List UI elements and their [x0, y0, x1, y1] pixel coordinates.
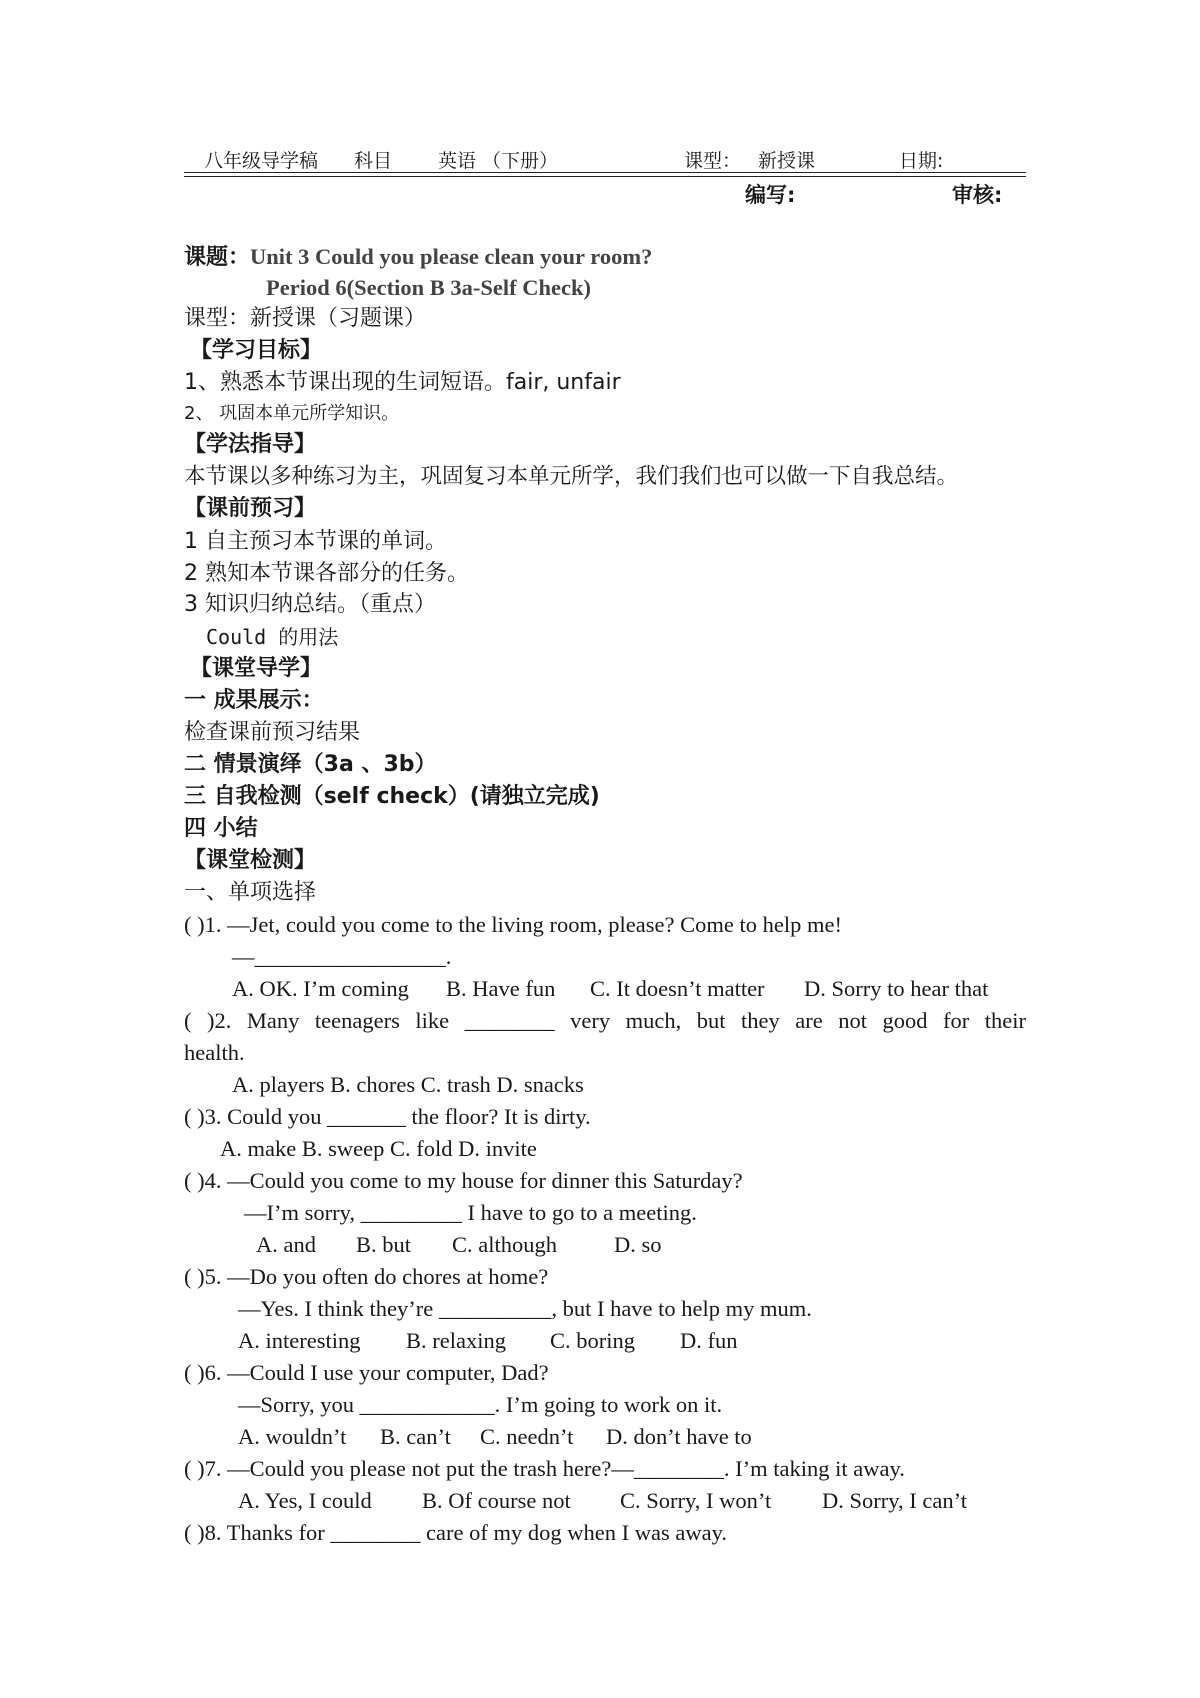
question-2: ( )2. Many teenagers like ________ very much, but they are not good for their	[184, 1008, 1026, 1033]
lesson-title-label: 课题：	[184, 245, 251, 270]
guide-section-3: 三 自我检测（self check）(请独立完成)	[184, 784, 600, 809]
header-grade: 八年级导学稿	[204, 150, 319, 172]
option: C. It doesn’t matter	[590, 976, 765, 1001]
option: A. interesting	[238, 1328, 361, 1353]
guide-section-1: 一 成果展示：	[184, 688, 324, 713]
goals-heading: 【学习目标】	[190, 338, 323, 363]
header-type-value: 新授课	[758, 150, 816, 172]
question-8: ( )8. Thanks for ________ care of my dog when I was away.	[184, 1520, 727, 1545]
guide-heading: 【课堂导学】	[190, 656, 323, 681]
option: C. although	[452, 1232, 557, 1257]
header-type-label: 课型：	[684, 150, 742, 172]
method-text: 本节课以多种练习为主，巩固复习本单元所学，我们我们也可以做一下自我总结。	[184, 464, 959, 489]
test-heading: 【课堂检测】	[184, 848, 317, 873]
header-row	[184, 148, 1026, 174]
question-2-options: A. players B. chores C. trash D. snacks	[232, 1072, 584, 1097]
header-subject-label: 科目	[354, 150, 393, 172]
preview-heading: 【课前预习】	[184, 496, 317, 521]
question-1: ( )1. —Jet, could you come to the living room, please? Come to help me!	[184, 912, 842, 937]
option: D. Sorry, I can’t	[822, 1488, 967, 1513]
header-rule-top	[184, 172, 1026, 173]
option: B. Have fun	[446, 976, 556, 1001]
option: D. so	[614, 1232, 662, 1257]
question-3: ( )3. Could you _______ the floor? It is dirty.	[184, 1104, 591, 1129]
option: C. boring	[550, 1328, 636, 1353]
method-heading: 【学法指导】	[184, 432, 317, 457]
question-1-options	[232, 974, 988, 1004]
preview-item-2: 2 熟知本节课各部分的任务。	[184, 561, 469, 586]
option: A. OK. I’m coming	[232, 976, 409, 1001]
guide-section-4: 四 小结	[184, 816, 258, 841]
question-4: ( )4. —Could you come to my house for dinner this Saturday?	[184, 1168, 743, 1193]
question-6-answer: —Sorry, you ____________. I’m going to work on it.	[238, 1392, 723, 1417]
lesson-title-line	[184, 242, 652, 273]
option: A. wouldn’t	[238, 1424, 347, 1449]
option: B. can’t	[380, 1424, 451, 1449]
question-5: ( )5. —Do you often do chores at home?	[184, 1264, 549, 1289]
option: A. Yes, I could	[238, 1488, 372, 1513]
question-4-answer: —I’m sorry, _________ I have to go to a meeting.	[244, 1200, 697, 1225]
question-1-blank: —_________________.	[232, 944, 452, 969]
question-5-options	[238, 1326, 738, 1356]
option: D. don’t have to	[606, 1424, 752, 1449]
question-7: ( )7. —Could you please not put the trash here?—________. I’m taking it away.	[184, 1456, 905, 1481]
lesson-period: Period 6(Section B 3a-Self Check)	[266, 275, 591, 300]
option: C. Sorry, I won’t	[620, 1488, 772, 1513]
option: C. needn’t	[480, 1424, 574, 1449]
question-7-options	[238, 1486, 967, 1516]
preview-note: Could 的用法	[206, 625, 339, 649]
option: B. relaxing	[406, 1328, 506, 1353]
guide-section-2: 二 情景演绎（3a 、3b）	[184, 752, 437, 777]
option: A. and	[256, 1232, 316, 1257]
header-subject: 英语 （下册）	[438, 150, 559, 172]
header-date-label: 日期:	[899, 150, 944, 172]
goals-item-1: 1、熟悉本节课出现的生词短语。fair, unfair	[184, 370, 621, 395]
header-rule-bottom	[184, 176, 1026, 177]
question-5-answer: —Yes. I think they’re __________, but I have to help my mum.	[238, 1296, 812, 1321]
test-section: 一、单项选择	[184, 880, 317, 905]
question-6-options	[238, 1422, 752, 1452]
question-2-cont: health.	[184, 1040, 245, 1065]
preview-item-3: 3 知识归纳总结。（重点）	[184, 592, 436, 617]
question-3-options: A. make B. sweep C. fold D. invite	[220, 1136, 537, 1161]
question-4-options	[256, 1230, 662, 1260]
header-reviewer-label: 审核:	[952, 183, 1003, 207]
option: D. fun	[680, 1328, 738, 1353]
option: B. Of course not	[422, 1488, 571, 1513]
question-6: ( )6. —Could I use your computer, Dad?	[184, 1360, 549, 1385]
guide-section-1-text: 检查课前预习结果	[184, 720, 361, 745]
header-writer-label: 编写:	[745, 183, 796, 207]
goals-item-2: 2、 巩固本单元所学知识。	[184, 403, 400, 424]
lesson-type: 课型：新授课（习题课）	[184, 306, 427, 331]
preview-item-1: 1 自主预习本节课的单词。	[184, 529, 447, 554]
lesson-title: Unit 3 Could you please clean your room?	[250, 244, 653, 269]
option: B. but	[356, 1232, 412, 1257]
option: D. Sorry to hear that	[804, 976, 989, 1001]
